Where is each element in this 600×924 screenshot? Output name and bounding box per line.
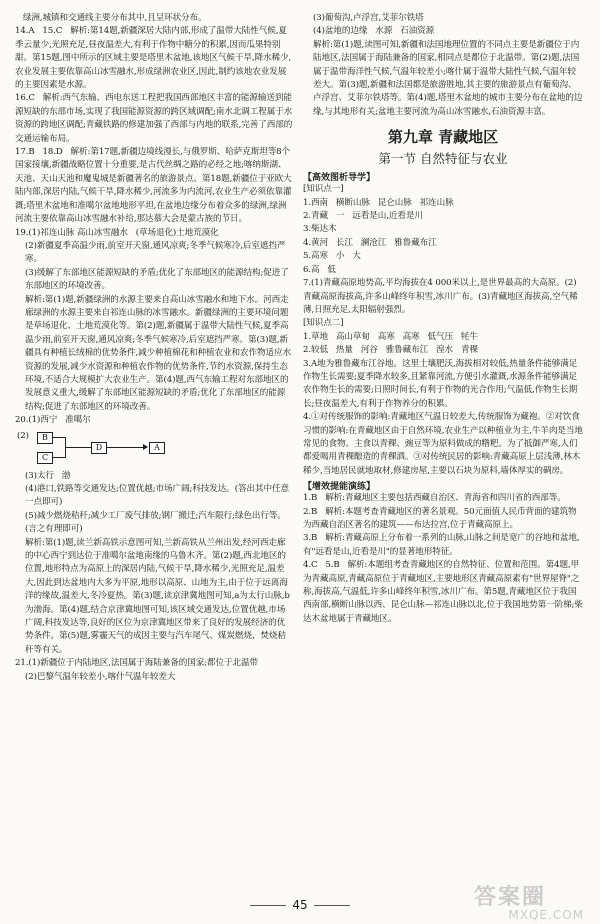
answer-paragraph: 20.(1)西宁 准噶尔: [15, 415, 91, 426]
diagram-label-2: (2): [17, 430, 29, 441]
diagram-box-a: A: [149, 442, 165, 454]
watermark-text: 答案圈: [474, 885, 547, 910]
answer-paragraph: 16.C 解析:西气东输、西电东送工程把我国西部地区丰富的能源输送到能源短缺的东部市场,实现了我国能源资源的跨区域调配;南水北调工程属于水资源的跨地区调配;青藏铁路的修建加强了西部与内地的联系,完善了西部的交通运输布局。: [15, 93, 293, 144]
answer-paragraph: 5.高寒 小 大: [303, 251, 361, 262]
answer-paragraph: 21.(1)新疆位于内陆地区,法国属于海陆兼备的国家;都位于北温带: [15, 658, 259, 669]
left-column: [15, 12, 293, 684]
section-title: 第一节 自然特征与农业: [378, 151, 508, 167]
answer-paragraph: 4.①对传统服饰的影响:青藏地区气温日较差大,传统服饰为藏袍。②对饮食习惯的影响:在青藏地区由于自然环境,农业生产以种植业为主,牛羊肉是当地常见的食物。主食以青稞、豌豆等为原料做成的糌粑。为了抵御严寒,人们都爱喝用青稞酿造的青稞酒。③对传统民居的影响:青藏高原上层浅薄,林木稀少,当地居民就地取材,修建房屋,主要以石块为原料,墙体厚实的碉房。: [303, 412, 583, 476]
knowledge-point-2: [知识点二]: [303, 318, 344, 329]
knowledge-1-answers: [303, 197, 583, 318]
diagram-arrow: [107, 447, 147, 448]
answer-paragraph: 3.B 解析:青藏高原上分布着一系列的山脉,山脉之间是宽广的谷地和盆地,有"远看是山,近看是川"的显著地形特征。: [303, 533, 580, 557]
answer-paragraph: 7.(1)青藏高原地势高,平均海拔在4 000米以上,是世界最高的大高原。(2)青藏高原海拔高,许多山峰终年积雪,冰川广布。(3)青藏地区海拔高,空气稀薄,日照充足,太阳辐射强烈。: [303, 278, 578, 315]
arrow-head-icon: [143, 444, 148, 450]
answer-paragraph: 2.较低 热量 河谷 雅鲁藏布江 湟水 青稞: [303, 345, 478, 356]
boost-answers: [303, 492, 583, 626]
answer-paragraph: (4)盆地的边缘 水源 石油资源: [313, 26, 435, 37]
chapter-title: 第九章 青藏地区: [387, 128, 499, 147]
diagram-box-c: C: [37, 452, 53, 464]
answer-paragraph: 14.A 15.C 解析:第14题,新疆深居大陆内部,形成了温带大陆性气候,夏季云量少,光照充足,昼夜温差大,有利于作物中糖分的积累,因而瓜果特别甜。第15题,图中所示的区域主要是塔里木盆地,该地区气候干旱,降水稀少,农业发展主要依靠高山冰雪融水,形成绿洲农业区,因此,制约该地农业发展的主要因素是水源。: [15, 26, 292, 91]
knowledge-point-1: [知识点一]: [303, 184, 344, 195]
answer-paragraph: 解析:第(1)题,读图可知,新疆和法国地理位置的不同点主要是新疆位于内陆地区,法国属于海陆兼备的国家,相同点是都位于北温带。第(2)题,法国属于温带海洋性气候,气温年较差小;喀什属于温带大陆性气候,气温年较差大。第(3)题,新疆和法国都是旅游胜地,其主要的旅游景点有葡萄沟、卢浮宫、艾菲尔铁塔等。第(4)题,塔里木盆地的城市主要分布在盆地的边缘,与其地形有关;盆地主要河流为高山冰雪融水,石油资源丰富。: [313, 39, 583, 117]
answer-paragraph: 4.黄河 长江 澜沧江 雅鲁藏布江: [303, 237, 437, 248]
answer-paragraph: (3)缓解了东部地区能源短缺的矛盾;优化了东部地区的能源结构;促进了东部地区的环境改善。: [25, 267, 289, 292]
page-number-text: 45: [292, 898, 308, 912]
flow-diagram: [17, 430, 293, 468]
right-continuation: [303, 12, 583, 119]
answer-paragraph: (5)减少燃烧秸秆;减少工厂废气排放;钢厂搬迁;汽车限行;绿色出行等。(言之有理即可): [25, 510, 286, 535]
answer-paragraph: (2)巴黎气温年较差小,喀什气温年较差大: [25, 671, 176, 682]
answer-paragraph: 19.(1)祁连山脉 高山冰雪融水 (草场退化)土地荒漠化: [15, 227, 219, 238]
diagram-box-b: B: [37, 432, 53, 444]
diagram-line: [53, 457, 65, 458]
answer-paragraph: 2.B 解析:本题考查青藏地区的著名景观。50元面值人民币背面的建筑物为西藏自治区著名的建筑——布达拉宫,位于青藏高原上。: [303, 506, 577, 530]
answer-paragraph: 绿洲,城镇和交通线主要分布其中,且呈环状分布。: [15, 13, 207, 23]
boost-heading: 【增效提能演练】: [303, 482, 376, 493]
answer-paragraph: 1.西南 横断山脉 昆仑山脉 祁连山脉: [303, 197, 454, 208]
answer-paragraph: 3.柴达木: [303, 224, 337, 235]
answer-paragraph: 1.草地 高山草甸 高寒 高寒 低气压 牦牛: [303, 331, 478, 342]
answer-paragraph: 解析:第(1)题,新疆绿洲的水源主要来自高山冰雪融水和地下水。河西走廊绿洲的水源主要来自祁连山脉的冰雪融水。新疆绿洲的主要环境问题是草场退化、土地荒漠化等。第(2)题,新疆属于温带大陆性气候,夏季高温少雨,前室开天窗,通风凉爽;冬季气候寒冷,后室遮挡严寒。第(3)题,新疆具有种植长绒棉的优势条件,减少种植棉花和种植农业和农作物适应水资源的发展,减少水资源和种植农作物的优势条件,节约水资源,保持生态环境,不适合大规模扩大农业生产。第(4)题,西气东输工程对东部地区的发展意义重大,缓解了东部地区能源短缺的矛盾;优化了东部地区的能源结构;促进了东部地区的环境改善。: [25, 294, 291, 412]
left-paragraphs-after: [15, 470, 293, 685]
left-paragraphs: [15, 12, 293, 428]
right-column: [303, 12, 583, 626]
watermark-logo: [474, 880, 592, 920]
answer-paragraph: 3.A地为雅鲁藏布江谷地。这里土壤肥沃,海拔相对较低,热量条件能够满足作物生长需要;夏季降水较多,且紧靠河流,方便引水灌溉,水源条件能够满足农作物生长的需要;日照时间长,有利于作物的光合作用;气温低,作物生长期长;昼夜温差大,有利于作物养分的积累。: [303, 358, 578, 409]
answer-paragraph: (2)新疆夏季高温少雨,前室开天窗,通风凉爽;冬季气候寒冷,后室遮挡严寒。: [25, 240, 286, 265]
watermark-url: MXQE.COM: [508, 908, 584, 922]
answer-paragraph: 4.C 5.B 解析:本题组考查青藏地区的自然特征、位置和范围。第4题,甲为青藏高原,青藏高原位于青藏地区,主要地形区青藏高原素有"世界屋脊"之称,海拔高,气温低,许多山峰终年积雪,冰川广布。第5题,青藏地区位于我国西南部,横断山脉以西、昆仑山脉—祁连山脉以北,位于我国地势第一阶梯;柴达木盆地属于青藏地区。: [303, 560, 583, 624]
answer-paragraph: (3)葡萄沟,卢浮宫,艾菲尔铁塔: [313, 13, 424, 23]
diagram-line: [53, 437, 65, 438]
answer-paragraph: (4)港口,铁路等交通发达;位置优越;市场广阔;科技发达。(答出其中任意一点即可): [25, 484, 289, 508]
diagram-box-d: D: [91, 442, 107, 454]
answer-paragraph: 2.青藏 一 远看是山,近看是川: [303, 211, 423, 222]
answer-paragraph: 6.高 低: [303, 264, 336, 275]
efficient-heading: 【高效图析导学】: [303, 173, 376, 184]
diagram-line: [65, 447, 91, 448]
answer-paragraph: 1.B 解析:青藏地区主要包括西藏自治区、青海省和四川省的西部等。: [303, 493, 566, 504]
answer-paragraph: 17.B 18.D 解析:第17题,新疆边境线漫长,与俄罗斯、哈萨克斯坦等8个国家接壤,新疆战略位置十分重要,是古代丝绸之路的必经之地;喀纳斯湖、天池、天山天池和魔鬼城是新疆著名的旅游景点。第18题,新疆位于亚欧大陆内部,深居内陆,气候干旱,降水稀少,河流多为内流河,农业生产必须依靠灌溉;塔里木盆地和准噶尔盆地地形平坦,在盆地边缘分布着众多的绿洲,绿洲河流主要依靠高山冰雪融水补给,那达慕大会是蒙古族的节日。: [15, 147, 292, 225]
knowledge-2-answers: [303, 331, 583, 478]
answer-paragraph: (3)太行 渤: [25, 470, 71, 481]
answer-paragraph: 解析:第(1)题,读兰新高铁示意图可知,兰新高铁从兰州出发,经河西走廊的中心西宁到达位于准噶尔盆地南缘的乌鲁木齐。第(2)题,西北地区的位置,地形特点为高原上的深居内陆,气候干旱,降水稀少,光照充足,温差大,因此到达盆地内大多为平原,地形以高原、山地为主,由于位于远离海洋的缘故,温差大,冬冷夏热。第(3)题,读京津冀地图可知,a为太行山脉,b为渤海。第(4)题,结合京津冀地图可知,该区域交通发达,位置优越,市场广阔,科技发达等,良好的区位为京津冀地区带来了良好的发展经济的优势条件。第(5)题,雾霾天气的成因主要与汽车尾气、煤炭燃烧、焚烧秸秆等有关。: [25, 537, 290, 655]
